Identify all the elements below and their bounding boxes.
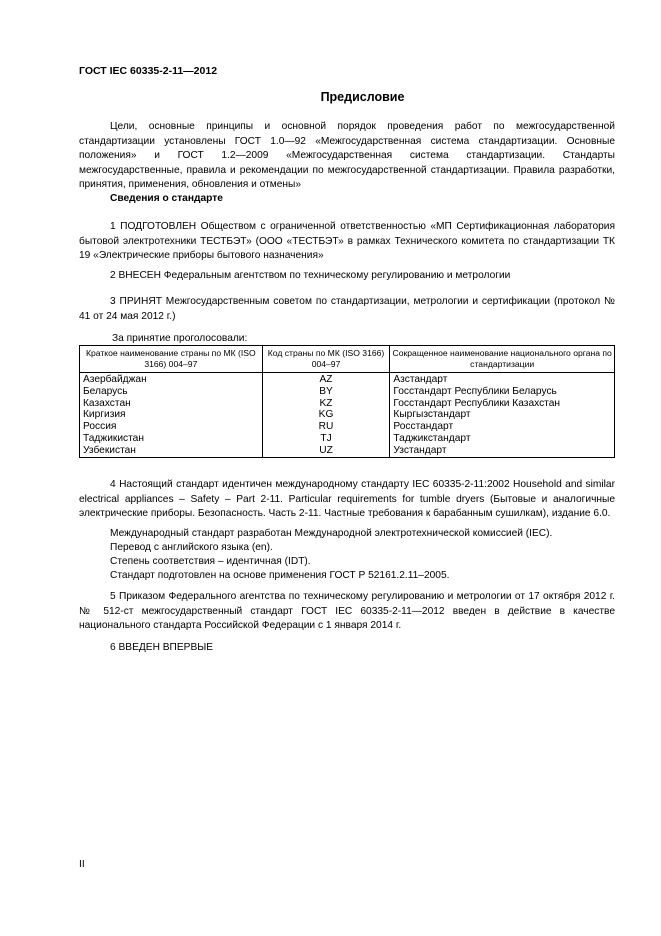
table-cell-agency: Госстандарт Республики Беларусь bbox=[390, 386, 615, 398]
page-title bbox=[0, 90, 661, 104]
table-cell-country: Таджикистан bbox=[80, 433, 263, 445]
table-cell-agency: Госстандарт Республики Казахстан bbox=[390, 398, 615, 410]
table-row bbox=[80, 398, 615, 410]
table-cell-agency: Узстандарт bbox=[390, 445, 615, 457]
table-cell-agency: Росстандарт bbox=[390, 421, 615, 433]
document-header: ГОСТ IEC 60335-2-11—2012 bbox=[79, 65, 218, 77]
table-row bbox=[80, 421, 615, 433]
table-cell-code: RU bbox=[262, 421, 390, 433]
item-4-line-4: Стандарт подготовлен на основе применения ГОСТ Р 52161.2.11–2005. bbox=[110, 570, 450, 581]
table-row bbox=[80, 445, 615, 457]
item-5-paragraph: 5 Приказом Федерального агентства по техническому регулированию и метрологии от 17 октября 2012 г. № 512-ст межгосударственный стандарт ГОСТ IEC 60335-2-11—2012 введен в действие в качестве национального стандарта Российской Федерации с 1 января 2014 г. bbox=[79, 591, 615, 632]
table-header-country: Краткое наименование страны по МК (ISO 3166) 004–97 bbox=[80, 346, 263, 373]
table-cell-country: Киргизия bbox=[80, 409, 263, 421]
table-cell-code: AZ bbox=[262, 373, 390, 386]
table-cell-code: BY bbox=[262, 386, 390, 398]
table-cell-country: Беларусь bbox=[80, 386, 263, 398]
table-cell-country: Россия bbox=[80, 421, 263, 433]
table-cell-code: UZ bbox=[262, 445, 390, 457]
table-cell-country: Казахстан bbox=[80, 398, 263, 410]
table-row bbox=[80, 386, 615, 398]
table-header-code: Код страны по МК (ISO 3166) 004–97 bbox=[262, 346, 390, 373]
item-4-paragraph: 4 Настоящий стандарт идентичен международному стандарту IEC 60335-2-11:2002 Household and similar electrical appliances – Safety – Part 2-11. Particular requirements for tumble dryers (Бытовые и аналогичные электрические приборы. Безопасность. Часть 2-11. Частные требования к барабанным сушилкам), издание 6.0. bbox=[79, 479, 615, 520]
info-heading: Сведения о стандарте bbox=[110, 193, 223, 204]
table-cell-country: Узбекистан bbox=[80, 445, 263, 457]
table-row bbox=[80, 373, 615, 386]
item-6-line: 6 ВВЕДЕН ВПЕРВЫЕ bbox=[110, 642, 214, 653]
item-4-line-2: Перевод с английского языка (en). bbox=[110, 542, 273, 553]
table-cell-agency: Азстандарт bbox=[390, 373, 615, 386]
item-4-line-1: Международный стандарт разработан Международной электротехнической комиссией (IEC). bbox=[110, 528, 553, 539]
intro-paragraph: Цели, основные принципы и основной порядок проведения работ по межгосударственной стандартизации установлены ГОСТ 1.0—92 «Межгосударственная система стандартизации. Основные положения» и ГОСТ 1.2—2009 «Межгосударственная система стандартизации. Стандарты межгосударственные, правила и рекомендации по межгосударственной стандартизации. Правила разработки, принятия, применения, обновления и отмены» bbox=[79, 121, 615, 191]
table-cell-agency: Кыргызстандарт bbox=[390, 409, 615, 421]
table-header-agency: Сокращенное наименование национального органа по стандартизации bbox=[390, 346, 615, 373]
table-cell-code: KZ bbox=[262, 398, 390, 410]
table-header-row bbox=[80, 346, 615, 373]
table-cell-agency: Таджикстандарт bbox=[390, 433, 615, 445]
table-cell-code: TJ bbox=[262, 433, 390, 445]
vote-caption: За принятие проголосовали: bbox=[112, 333, 248, 344]
item-3-paragraph: 3 ПРИНЯТ Межгосударственным советом по стандартизации, метрологии и сертификации (протокол № 41 от 24 мая 2012 г.) bbox=[79, 296, 615, 322]
table-row bbox=[80, 433, 615, 445]
item-1-paragraph: 1 ПОДГОТОВЛЕН Обществом с ограниченной ответственностью «МП Сертификационная лаборатория бытовой электротехники ТЕСТБЭТ» (ООО «ТЕСТБЭТ» в рамках Технического комитета по стандартизации ТК 19 «Электрические приборы бытового назначения» bbox=[79, 221, 615, 262]
table-row bbox=[80, 409, 615, 421]
table-cell-code: KG bbox=[262, 409, 390, 421]
table-cell-country: Азербайджан bbox=[80, 373, 263, 386]
page-title-text: Предисловие bbox=[320, 90, 405, 104]
item-2-paragraph: 2 ВНЕСЕН Федеральным агентством по техническому регулированию и метрологии bbox=[110, 270, 511, 281]
page-number: II bbox=[79, 859, 85, 870]
voting-table bbox=[79, 345, 615, 458]
item-4-line-3: Степень соответствия – идентичная (IDT). bbox=[110, 556, 311, 567]
